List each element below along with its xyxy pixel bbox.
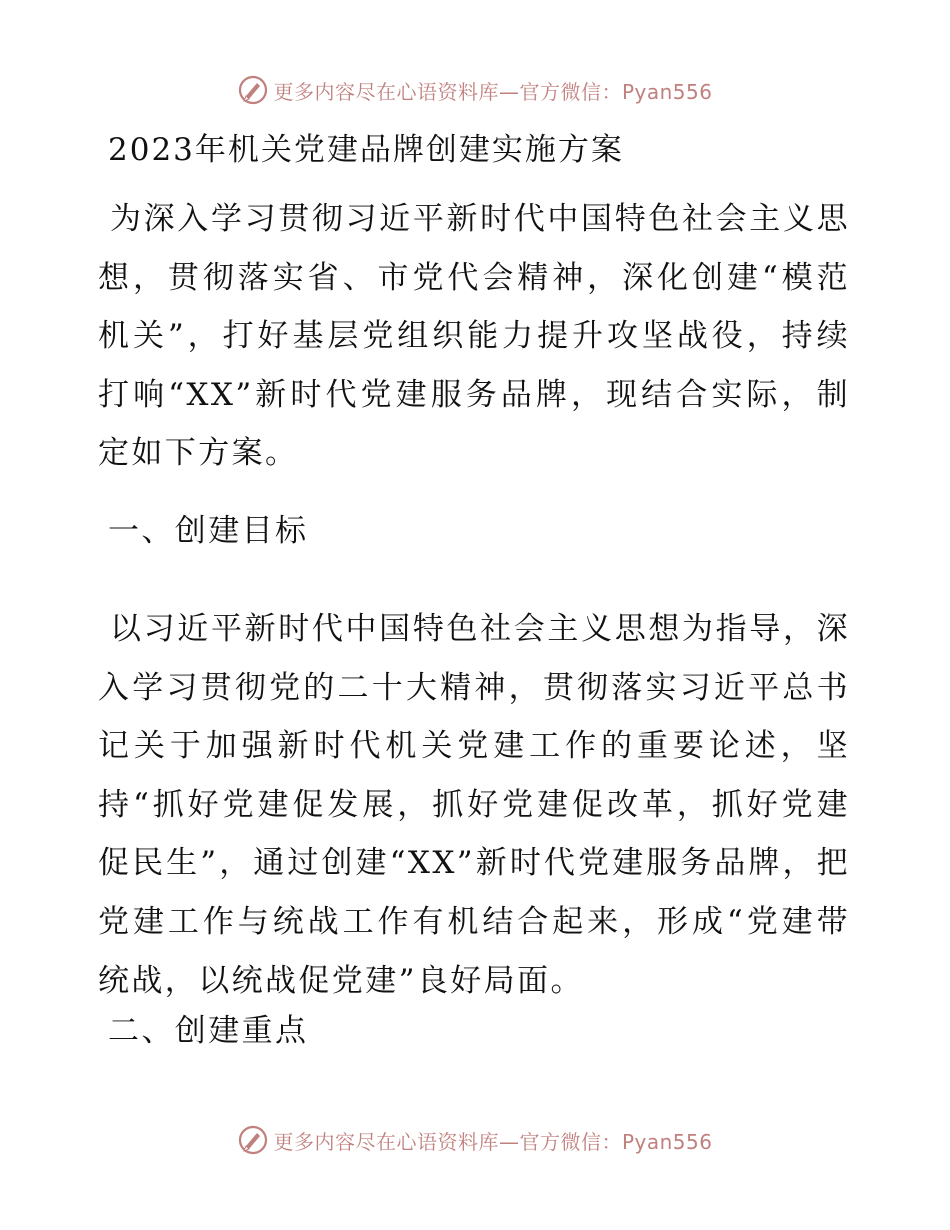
watermark-separator: — [498, 79, 520, 104]
watermark-contact: 官方微信：Pyan556 [519, 1129, 713, 1154]
goals-paragraph: 以习近平新时代中国特色社会主义思想为指导，深入学习贯彻党的二十大精神，贯彻落实习近平总书记关于加强新时代机关党建工作的重要论述，坚持“抓好党建促发展，抓好党建促改革，抓好党建促民生”，通过创建“XX”新时代党建服务品牌，把党建工作与统战工作有机结合起来，形成“党建带统战，以统战促党建”良好局面。 [98, 611, 850, 999]
section-heading-focus: 二、创建重点 [108, 1013, 309, 1049]
section-heading-goals: 一、创建目标 [108, 513, 309, 549]
watermark-header [0, 70, 950, 110]
watermark-site: 更多内容尽在心语资料库 [273, 1129, 499, 1154]
watermark-contact: 官方微信：Pyan556 [519, 79, 713, 104]
watermark-text [273, 76, 712, 105]
watermark-separator: — [498, 1129, 520, 1154]
watermark-site: 更多内容尽在心语资料库 [273, 79, 499, 104]
watermark-text [273, 1126, 712, 1155]
pen-logo-icon [237, 74, 269, 106]
pen-logo-icon [237, 1124, 269, 1156]
watermark-footer [0, 1120, 950, 1160]
document-title: 2023年机关党建品牌创建实施方案 [108, 132, 624, 168]
intro-paragraph: 为深入学习贯彻习近平新时代中国特色社会主义思想，贯彻落实省、市党代会精神，深化创建“模范机关”，打好基层党组织能力提升攻坚战役，持续打响“XX”新时代党建服务品牌，现结合实际，制定如下方案。 [98, 201, 850, 472]
